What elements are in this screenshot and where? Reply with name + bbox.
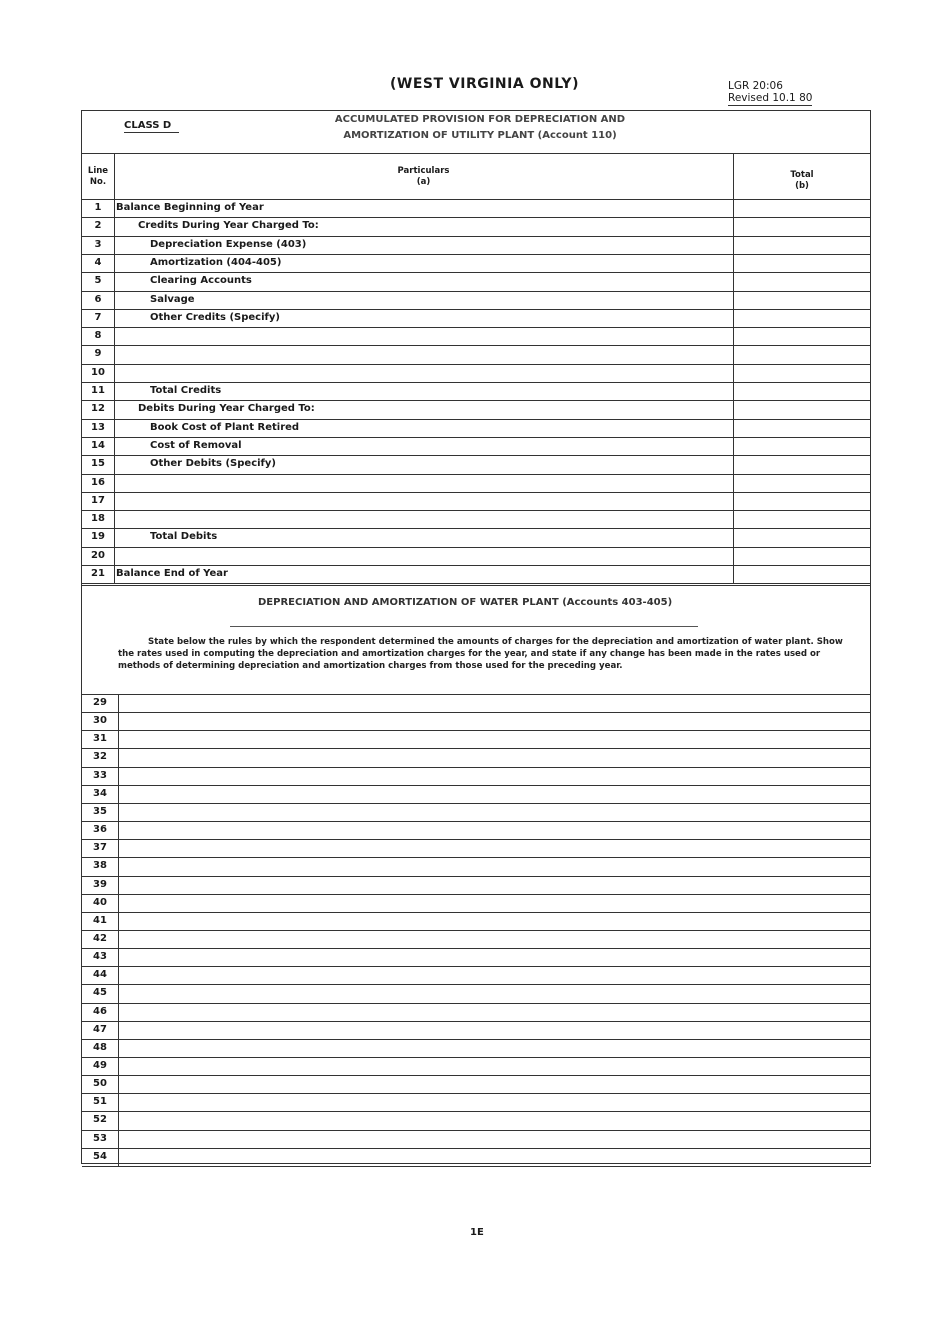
line-number: 5 [94,275,102,287]
col-particulars-header [114,166,733,188]
line-number: 14 [91,439,105,451]
depreciation-instructions: State below the rules by which the respondent determined the amounts of charges for the depreciation and amortization of water plant. Show the rates used in computing the depreciation and amortization charges for the year, and state if any change has been made in the rates used or methods of determining depreciation and amortization charges from those used for the preceding year. [118,637,843,671]
dep-line-input[interactable] [120,804,869,820]
dep-line-number: 38 [93,860,107,872]
dep-line-rule [82,1166,871,1167]
line-number: 17 [91,494,105,506]
dep-line-input[interactable] [120,1040,869,1056]
line-number: 1 [94,202,102,213]
row-particulars: Debits During Year Charged To: [138,403,315,415]
total-input[interactable] [735,511,869,527]
depreciation-title: DEPRECIATION AND AMORTIZATION OF WATER PLANT (Accounts 403-405) [258,597,673,608]
col-total-label: Total [790,170,814,180]
total-input[interactable] [735,566,869,582]
line-number: 8 [94,330,102,342]
table-bottom-rule [82,585,871,586]
dep-line-number: 54 [93,1150,107,1162]
col-total-header [733,170,871,192]
dep-line-input[interactable] [120,1094,869,1110]
dep-line-number: 30 [93,715,107,727]
line-number: 12 [91,403,105,415]
line-number: 9 [94,348,102,360]
line-number: 4 [94,256,102,268]
col-particulars-letter: (a) [416,177,431,187]
total-input[interactable] [735,200,869,216]
total-input[interactable] [735,310,869,326]
dep-line-input[interactable] [120,1131,869,1147]
total-input[interactable] [735,237,869,253]
dep-line-number: 47 [93,1023,107,1035]
dep-line-number: 51 [93,1096,107,1108]
row-particulars: Cost of Removal [150,439,242,451]
dep-line-number: 32 [93,751,107,763]
line-number: 7 [94,311,102,323]
line-number: 20 [91,549,105,561]
dep-line-input[interactable] [120,967,869,983]
dep-line-number: 45 [93,987,107,999]
line-number: 10 [91,366,105,378]
dep-line-number: 46 [93,1005,107,1017]
dep-line-input[interactable] [120,858,869,874]
row-particulars: Depreciation Expense (403) [150,238,307,250]
dep-line-input[interactable] [120,1022,869,1038]
total-input[interactable] [735,529,869,545]
row-particulars: Total Credits [150,385,222,396]
row-particulars: Other Debits (Specify) [150,458,276,470]
form-code-block [728,80,812,106]
line-number: 21 [91,568,105,579]
dep-line-number: 50 [93,1078,107,1090]
total-input[interactable] [735,292,869,308]
total-input[interactable] [735,273,869,289]
row-particulars: Credits During Year Charged To: [138,220,319,232]
depreciation-title-rule [230,626,698,627]
dep-line-number: 42 [93,932,107,944]
col-line-header [82,166,114,188]
class-label: CLASS D [124,120,179,133]
total-input[interactable] [735,401,869,417]
section-title-line1: ACCUMULATED PROVISION FOR DEPRECIATION AND [334,114,626,125]
col-particulars-label: Particulars [397,166,450,176]
total-input[interactable] [735,475,869,491]
dep-line-input[interactable] [120,731,869,747]
dep-line-number: 52 [93,1114,107,1126]
dep-line-input[interactable] [120,1149,869,1165]
dep-line-number: 36 [93,824,107,836]
section-title [300,112,660,144]
revised-date: Revised 10.1 80 [728,92,813,104]
total-input[interactable] [735,456,869,472]
dep-line-input[interactable] [120,949,869,965]
section-title-line2: AMORTIZATION OF UTILITY PLANT (Account 110) [343,130,617,141]
row-particulars: Total Debits [150,531,218,543]
row-particulars: Book Cost of Plant Retired [150,421,300,433]
line-number: 6 [94,293,102,305]
page-number: 1E [470,1227,484,1238]
line-number: 11 [91,385,105,396]
dep-line-input[interactable] [120,695,869,711]
dep-line-input[interactable] [120,713,869,729]
dep-line-number: 29 [93,697,107,708]
row-particulars: Amortization (404-405) [150,256,282,268]
total-input[interactable] [735,255,869,271]
dep-line-number: 49 [93,1060,107,1071]
row-particulars: Clearing Accounts [150,275,252,287]
form-code: LGR 20:06 [728,80,783,92]
dep-line-number: 48 [93,1041,107,1053]
line-number: 18 [91,513,105,525]
row-particulars: Balance End of Year [116,568,228,579]
row-particulars: Other Credits (Specify) [150,311,280,323]
total-input[interactable] [735,493,869,509]
total-input[interactable] [735,548,869,564]
dep-line-number: 35 [93,805,107,817]
dep-line-number: 31 [93,733,107,745]
dep-line-input[interactable] [120,822,869,838]
line-number: 19 [91,531,105,543]
dep-line-input[interactable] [120,749,869,765]
dep-line-input[interactable] [120,1112,869,1128]
dep-line-input[interactable] [120,840,869,856]
dep-line-number: 40 [93,896,107,908]
dep-line-input[interactable] [120,1058,869,1074]
total-input[interactable] [735,328,869,344]
row-rule [82,583,871,584]
dep-line-number: 53 [93,1132,107,1144]
dep-line-number: 39 [93,878,107,890]
state-title: (WEST VIRGINIA ONLY) [390,76,579,92]
dep-line-input[interactable] [120,931,869,947]
line-number: 2 [94,220,102,232]
total-input[interactable] [735,218,869,234]
col-line-label-no: No. [89,177,107,187]
dep-line-number: 43 [93,951,107,963]
dep-line-input[interactable] [120,1004,869,1020]
dep-line-number: 37 [93,842,107,854]
dep-line-input[interactable] [120,786,869,802]
col-line-label: Line [87,166,109,176]
dep-line-number: 34 [93,787,107,799]
line-number: 3 [94,238,102,250]
dep-line-input[interactable] [120,895,869,911]
line-number: 13 [91,421,105,433]
dep-line-number: 44 [93,969,107,981]
line-number: 16 [91,476,105,488]
total-input[interactable] [735,438,869,454]
row-particulars: Salvage [150,293,195,305]
dep-line-number: 33 [93,769,107,781]
dep-line-input[interactable] [120,1076,869,1092]
table-header-top-rule [82,153,871,154]
dep-line-input[interactable] [120,985,869,1001]
col-total-letter: (b) [795,181,809,191]
total-input[interactable] [735,383,869,399]
dep-line-input[interactable] [120,913,869,929]
row-particulars: Balance Beginning of Year [116,202,264,213]
line-number: 15 [91,458,105,470]
dep-line-input[interactable] [120,768,869,784]
total-input[interactable] [735,346,869,362]
total-input[interactable] [735,420,869,436]
total-input[interactable] [735,365,869,381]
dep-line-input[interactable] [120,877,869,893]
dep-line-number: 41 [93,914,107,926]
